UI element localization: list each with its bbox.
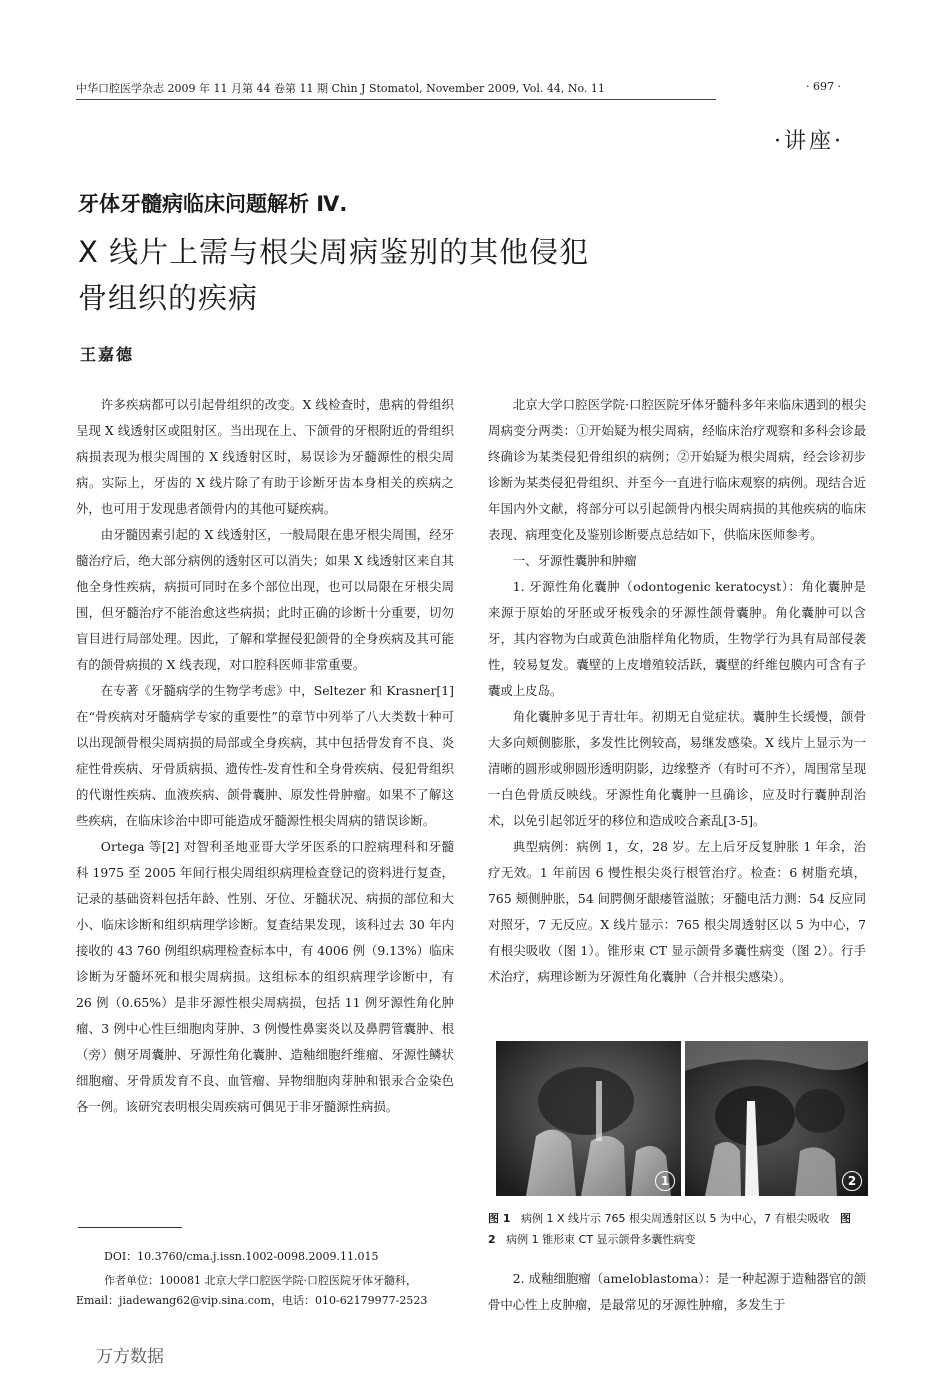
right-column-continued [488, 1266, 866, 1318]
paragraph: 由牙髓因素引起的 X 线透射区，一般局限在患牙根尖周围，经牙髓治疗后，绝大部分病例的透射区可以消失；如果 X 线透射区来自其他全身性疾病，病损可同时在多个部位出现，也可以局限在牙根尖周围，但牙髓治疗不能治愈这些病损；此时正确的诊断十分重要，切勿盲目进行局部处理。因此，了解和掌握侵犯颌骨的全身疾病及其可能有的颌骨病损的 X 线表现，对口腔科医师非常重要。 [76, 527, 454, 672]
series-title: 牙体牙髓病临床问题解析 Ⅳ. [78, 192, 348, 216]
figure-group [496, 1041, 868, 1196]
paragraph: 许多疾病都可以引起骨组织的改变。X 线检查时，患病的骨组织呈现 X 线透射区或阻射区。当出现在上、下颌骨的牙根附近的骨组织病损表现为根尖周围的 X 线透射区时，易误诊为牙髓源性的根尖周病。实际上，牙齿的 X 线片除了有助于诊断牙齿本身相关的疾病之外，也可用于发现患者颌骨内的其他可疑疾病。 [76, 397, 454, 516]
watermark: 万方数据 [96, 1347, 164, 1367]
caption-text: 病例 1 X 线片示 765 根尖周透射区以 5 为中心，7 有根尖吸收 [520, 1212, 830, 1225]
paragraph: 2. 成釉细胞瘤（ameloblastoma）：是一种起源于造釉器官的颌骨中心性上皮肿瘤，是最常见的牙源性肿瘤，多发生于 [488, 1271, 866, 1312]
page-number: · 697 · [806, 80, 841, 93]
author-name: 王嘉德 [80, 345, 135, 364]
paragraph: Ortega 等[2] 对智利圣地亚哥大学牙医系的口腔病理科和牙髓科 1975 至 2005 年间行根尖周组织病理检查登记的资料进行复查，记录的基础资料包括年龄、性别、牙位、牙髓状况、病损的部位和大小、临床诊断和组织病理学诊断。复查结果发现，该科过去 30 年内接收的 43 760 例组织病理检查标本中，有 4006 例（9.13%）临床诊断为牙髓坏死和根尖周病损。这组标本的组织病理学诊断中，有 26 例（0.65%）是非牙源性根尖周病损，包括 11 例牙源性角化肿瘤、3 例中心性巨细胞肉芽肿、3 例慢性鼻窦炎以及鼻腭管囊肿、根（旁）侧牙周囊肿、牙源性角化囊肿、造釉细胞纤维瘤、牙源性鳞状细胞瘤、牙骨质发育不良、血管瘤、异物细胞肉芽肿和银汞合金染色各一例。该研究表明根尖周疾病可偶见于非牙髓源性病损。 [76, 839, 454, 1114]
cbct-figure-2 [685, 1041, 868, 1196]
paragraph: 典型病例：病例 1，女，28 岁。左上后牙反复肿胀 1 年余，治疗无效。1 年前因 6 慢性根尖炎行根管治疗。检查：6 树脂充填，765 颊侧肿胀，54 间腭侧牙龈瘘管溢脓；牙髓电活力测：54 反应同对照牙，7 无反应。X 线片显示：765 根尖周透射区以 5 为中心，7 有根尖吸收（图 1）。锥形束 CT 显示颌骨多囊性病变（图 2）。行手术治疗，病理诊断为牙源性角化囊肿（合并根尖感染）。 [488, 839, 866, 984]
figure-caption [488, 1208, 868, 1250]
cbct-image [685, 1041, 868, 1196]
paragraph: 在专著《牙髓病学的生物学考虑》中，Seltezer 和 Krasner[1] 在“骨疾病对牙髓病学专家的重要性”的章节中列举了八大类数十种可以出现颌骨根尖周病损的局部或全身疾病，其中包括骨发育不良、炎症性骨疾病、牙骨质病损、遗传性-发育性和全身骨疾病、侵犯骨组织的代谢性疾病、血液疾病、颌骨囊肿、原发性骨肿瘤。如果不了解这些疾病，在临床诊治中即可能造成牙髓源性根尖周病的错误诊断。 [76, 683, 454, 828]
affiliation-footnote [76, 1271, 456, 1311]
xray-figure-1 [496, 1041, 681, 1196]
caption-label: 图 2 [488, 1212, 851, 1246]
paragraph: 角化囊肿多见于青壮年。初期无自觉症状。囊肿生长缓慢，颌骨大多向颊侧膨胀，多发性比例较高，易继发感染。X 线片上显示为一清晰的圆形或卵圆形透明阴影，边缘整齐（有时可不齐），周围常呈现一白色骨质反映线。牙源性角化囊肿一旦确诊，应及时行囊肿刮治术，以免引起邻近牙的移位和造成咬合紊乱[3-5]。 [488, 709, 866, 828]
left-column [76, 392, 454, 1212]
caption-text: 病例 1 锥形束 CT 显示颌骨多囊性病变 [506, 1233, 696, 1246]
caption-label: 图 1 [488, 1212, 511, 1225]
doi-footnote: DOI：10.3760/cma.j.issn.1002-0098.2009.11.015 [104, 1250, 379, 1263]
paragraph: 北京大学口腔医学院·口腔医院牙体牙髓科多年来临床遇到的根尖周病变分两类：①开始疑为根尖周病，经临床治疗观察和多科会诊最终确诊为某类侵犯骨组织的病例；②开始疑为根尖周病，经会诊初步诊断为某类侵犯骨组织、并至今一直进行临床观察的病例。现结合近年国内外文献，将部分可以引起颌骨内根尖周病损的其他疾病的临床表现、病理变化及鉴别诊断要点总结如下，供临床医师参考。 [488, 397, 866, 542]
article-title-line-1: X 线片上需与根尖周病鉴别的其他侵犯 [78, 235, 590, 269]
figure-number-badge: 1 [655, 1171, 675, 1191]
footnote-divider [78, 1227, 182, 1228]
xray-image [496, 1041, 681, 1196]
section-label: ·讲座· [774, 129, 844, 154]
journal-header: 中华口腔医学杂志 2009 年 11 月第 44 卷第 11 期 Chin J Stomatol, November 2009, Vol. 44, No. 11 [76, 80, 716, 100]
affiliation-text: 作者单位：100081 北京大学口腔医学院·口腔医院牙体牙髓科，Email：jiadewang62@vip.sina.com，电话：010-62179977-2523 [76, 1274, 428, 1307]
right-column [488, 392, 866, 1042]
figure-number-badge: 2 [842, 1171, 862, 1191]
paragraph: 1. 牙源性角化囊肿（odontogenic keratocyst）：角化囊肿是来源于原始的牙胚或牙板残余的牙源性颌骨囊肿。角化囊肿可以含牙，其内容物为白或黄色油脂样角化物质，生物学行为具有局部侵袭性，较易复发。囊壁的上皮增殖较活跃，囊壁的纤维包膜内可含有子囊或上皮岛。 [488, 579, 866, 698]
section-heading: 一、牙源性囊肿和肿瘤 [512, 553, 637, 568]
article-title-line-2: 骨组织的疾病 [78, 281, 259, 315]
